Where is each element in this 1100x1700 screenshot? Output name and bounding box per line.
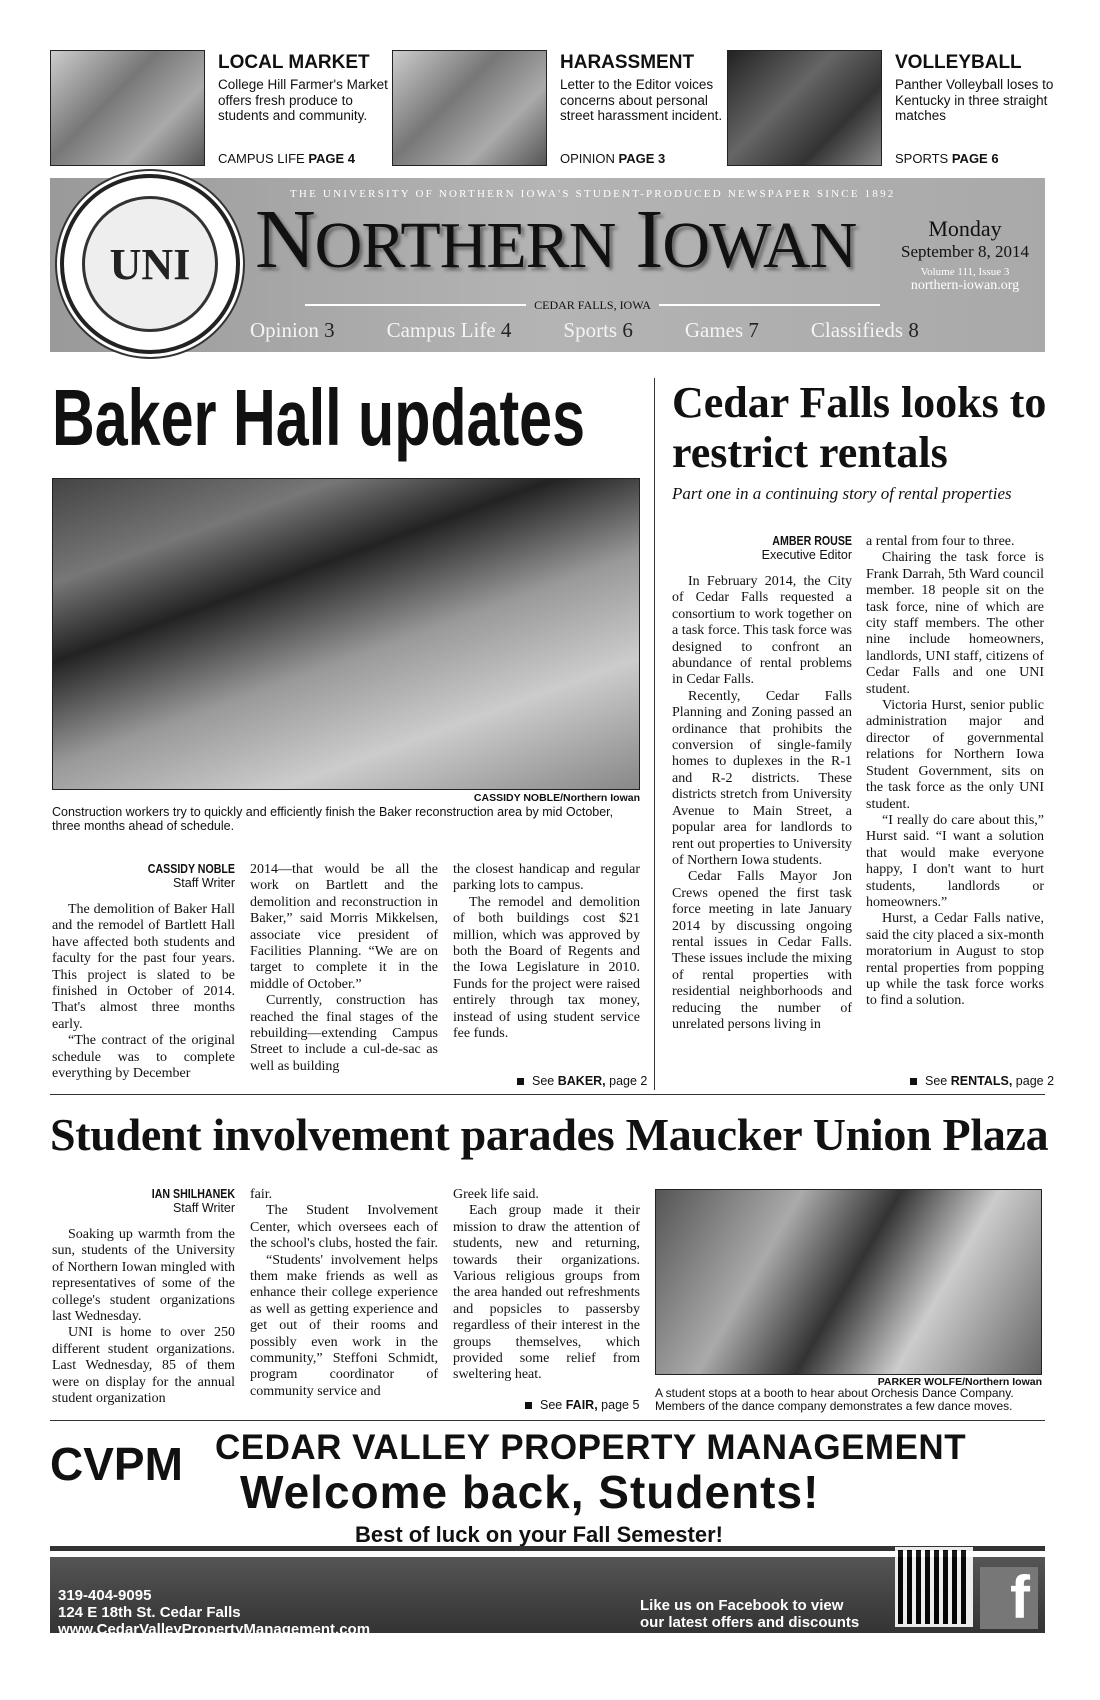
involvement-photo [655,1189,1042,1375]
teaser-local-market[interactable] [50,50,395,166]
nav-campus-life[interactable]: Campus Life 4 [386,318,512,342]
teaser-body: College Hill Farmer's Market offers fresh produce to students and community. [218,77,388,123]
rentals-column-1: AMBER ROUSE Executive Editor In February 2014, the City of Cedar Falls requested a consortium to work together on a task force. This task force was designed to confront an abundance of rental problems in Cedar Falls. Recently, Cedar Falls Planning and Zoning passed an ordinance that prohibits the conversion of single-family homes to duplexes in the R-1 and R-2 districts. These districts stretch from University Avenue to Main Street, a popular area for landlords to rent out properties to University of Northern Iowa students. Cedar Falls Mayor Jon Crews opened the first task force meeting in late January 2014 by discussing ongoing rental issues in Cedar Falls. These issues include the mixing of rental properties with residential neighborhoods and reducing the number of unrelated persons living in [672,534,852,1032]
byline: AMBER ROUSE [772,534,852,548]
see-fair-jump[interactable]: See FAIR, page 5 [525,1398,639,1412]
nav-games[interactable]: Games 7 [684,318,759,342]
ad-facebook-text: Like us on Facebook to view our latest offers and discounts [640,1597,860,1631]
website-link[interactable]: northern-iowan.org [910,278,1020,293]
involvement-column-3: Greek life said. Each group made it their mission to draw the attention of students, new and returning, towards their organizations. Various religious groups from the area handed out refreshments and popsicles to passersby regardless of their interest in the groups themselves, which provided some relief from sweltering heat. [453,1187,640,1383]
ad-wish: Best of luck on your Fall Semester! [355,1522,723,1547]
teaser-photo [727,50,882,166]
baker-column-1: CASSIDY NOBLE Staff Writer The demolition of Baker Hall and the remodel of Bartlett Hall have affected both students and faculty for the past four years. This project is slated to be finished in October of 2014. That's almost three months early. “The contract of the original schedule was to complete everything by December [52,862,235,1082]
byline: IAN SHILHANEK [151,1187,235,1201]
teaser-page: SPORTS PAGE 6 [895,151,999,166]
construction-photo [52,478,640,790]
uni-seal-logo: UNI [60,174,240,354]
involvement-headline: Student involvement parades Maucker Union Plaza [50,1109,1049,1160]
baker-column-3: the closest handicap and regular parking lots to campus. The remodel and demolition of both buildings cost $21 million, which was approved by both the Board of Regents and the Iowa Legislature in 2010. Funds for the project were raised entirely through tax money, instead of using student service fee funds. [453,862,640,1042]
teaser-photo [50,50,205,166]
rentals-subhead: Part one in a continuing story of rental properties [672,484,1012,503]
rentals-headline: Cedar Falls looks to restrict rentals [672,378,1047,477]
teaser-title: VOLLEYBALL [895,52,1022,73]
rentals-column-2: a rental from four to three. Chairing the task force is Frank Darrah, 5th Ward council member. 18 people sit on the task force, nine of which are city staff members. The other nine include homeowners, landlords, UNI staff, citizens of Cedar Falls and one UNI student. Victoria Hurst, senior public administration major and director of governmental relations for Northern Iowa Student Government, sits on the task force as the only UNI student. “I really do care about this,” Hurst said. “I want a solution that would make everyone happy, I don't want to hurt students, landlords or homeowners.” Hurst, a Cedar Falls native, said the city placed a six-month moratorium in August to stop rental properties from popping up while the task force works to find a solution. [866,534,1044,1009]
teaser-page: CAMPUS LIFE PAGE 4 [218,151,356,166]
ad-phone: 319-404-9095 [58,1587,152,1604]
teaser-volleyball[interactable] [727,50,1072,166]
nav-opinion[interactable]: Opinion 3 [250,318,335,342]
column-divider [654,378,655,1090]
photo-credit: CASSIDY NOBLE/Northern Iowan [473,792,640,804]
see-rentals-jump[interactable]: See RENTALS, page 2 [910,1074,1054,1088]
nav-sports[interactable]: Sports 6 [563,318,633,342]
ad-website[interactable]: www.CedarValleyPropertyManagement.com [58,1621,371,1638]
section-divider [50,1094,1045,1095]
masthead-location: CEDAR FALLS, IOWA [305,298,880,312]
photo-caption: Construction workers try to quickly and efficiently finish the Baker reconstruction area by mid October, three months ahead of schedule. [52,805,614,833]
teaser-body: Panther Volleyball loses to Kentucky in three straight matches [895,77,1054,123]
issue-info: Monday September 8, 2014 Volume 111, Issue 3 northern-iowan.org [895,216,1035,294]
see-baker-jump[interactable]: See BAKER, page 2 [517,1074,647,1088]
involvement-column-2: fair. The Student Involvement Center, which oversees each of the school's clubs, hosted the fair. “Students' involvement helps them make friends as well as enhance their college experience as well as getting experience and get out of their rooms and possibly even work in the community,” Steffoni Schmidt, program coordinator of community service and [250,1187,438,1399]
teaser-title: LOCAL MARKET [218,52,370,73]
baker-headline: Baker Hall updates [52,373,586,462]
ad-footer-band [50,1551,1045,1638]
section-index [250,318,919,343]
masthead [50,178,1045,352]
newspaper-title: NORTHERN IOWAN [255,193,857,286]
section-divider [50,1420,1045,1421]
teaser-harassment[interactable] [392,50,737,166]
ad-company: CEDAR VALLEY PROPERTY MANAGEMENT [215,1428,967,1467]
involvement-column-1: IAN SHILHANEK Staff Writer Soaking up warmth from the sun, students of the University of Northern Iowan mingled with representatives of some of the college's student organizations last Wednesday. UNI is home to over 250 different student organizations. Last Wednesday, 85 of them were on display for the annual student organization [52,1187,235,1407]
teaser-title: HARASSMENT [560,52,695,73]
teaser-body: Letter to the Editor voices concerns about personal street harassment incident. [560,77,723,123]
byline: CASSIDY NOBLE [147,862,235,876]
cedar-valley-ad[interactable] [50,1423,1045,1638]
ad-welcome: Welcome back, Students! [240,1466,820,1518]
baker-column-2: 2014—that would be all the work on Bartlett and the demolition and reconstruction in Baker,” said Morris Mikkelsen, associate vice president of Facilities Planning. “We are on target to complete it in the middle of October.” Currently, construction has reached the final stages of the rebuilding—extending Campus Street to include a cul-de-sac as well as building [250,862,438,1074]
facebook-icon[interactable]: f [980,1567,1038,1629]
masthead-tagline: THE UNIVERSITY OF NORTHERN IOWA'S STUDENT-PRODUCED NEWSPAPER SINCE 1892 [290,188,896,200]
nav-classifieds[interactable]: Classifieds 8 [810,318,919,342]
photo-caption: A student stops at a booth to hear about Orchesis Dance Company. Members of the dance company demonstrates a few dance moves. [655,1386,1014,1413]
photo-credit: PARKER WOLFE/Northern Iowan [877,1376,1042,1388]
cvpm-logo: CVPM [50,1438,183,1490]
teaser-photo [392,50,547,166]
teaser-page: OPINION PAGE 3 [560,151,666,166]
ad-address: 124 E 18th St. Cedar Falls [58,1604,241,1621]
qr-code-icon[interactable] [895,1547,973,1627]
